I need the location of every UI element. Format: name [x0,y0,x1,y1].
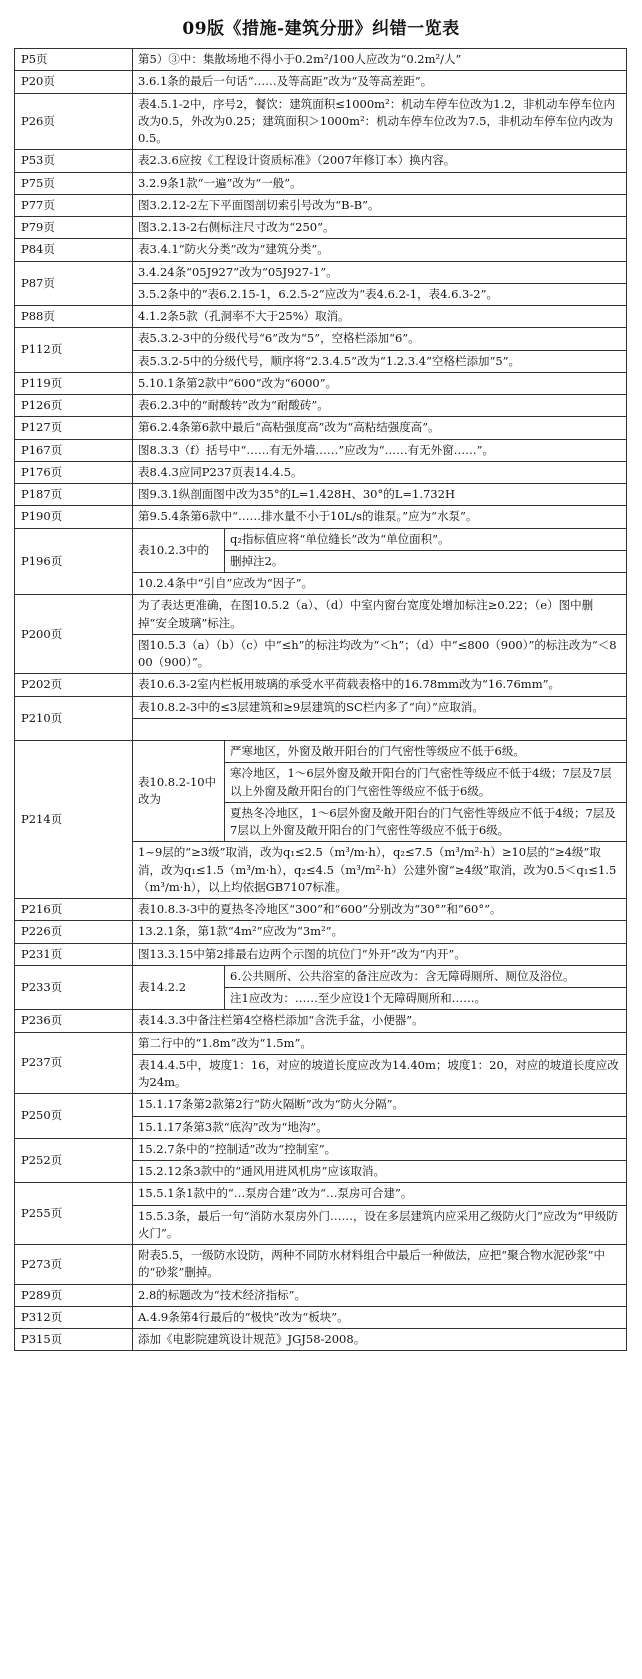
page-number-cell: P196页 [15,528,133,595]
page-number-cell: P26页 [15,93,133,150]
correction-text-cell: 图8.3.3（f）括号中“……有无外墙……”应改为“……有无外窗……”。 [133,439,627,461]
page-number-cell: P236页 [15,1010,133,1032]
correction-text-cell: 3.5.2条中的“表6.2.15-1，6.2.5-2”应改为“表4.6.2-1，表4.6.3-2”。 [133,283,627,305]
errata-row [15,461,627,483]
correction-text-cell: 夏热冬冷地区，1～6层外窗及敞开阳台的门气密性等级应不低于4级；7层及7层以上外窗及敞开阳台的门气密性等级应不低于6级。 [225,802,627,842]
correction-text-cell: 6.公共厕所、公共浴室的备注应改为：含无障碍厕所、厕位及浴位。 [225,965,627,987]
errata-row [15,506,627,528]
page-number-cell: P79页 [15,217,133,239]
correction-text-cell: 5.10.1条第2款中“600”改为“6000”。 [133,372,627,394]
correction-text-cell: 表8.4.3应同P237页表14.4.5。 [133,461,627,483]
errata-row [15,674,627,696]
page-number-cell: P210页 [15,696,133,741]
errata-row [15,921,627,943]
correction-text-cell: 添加《电影院建筑设计规范》JGJ58-2008。 [133,1329,627,1351]
page-number-cell: P200页 [15,595,133,674]
errata-row [15,395,627,417]
correction-text-cell [133,718,627,740]
page-number-cell: P216页 [15,899,133,921]
errata-row [15,1284,627,1306]
errata-row [15,1010,627,1032]
errata-row [15,1032,627,1054]
errata-row [15,528,627,550]
errata-row [15,1094,627,1116]
errata-row [15,484,627,506]
errata-row [15,1329,627,1351]
correction-text-cell: 表5.3.2-3中的分级代号“6”改为“5”，空格栏添加“6”。 [133,328,627,350]
errata-row [15,417,627,439]
page-number-cell: P252页 [15,1138,133,1183]
correction-text-cell: 图3.2.12-2左下平面图剖切索引号改为“B-B”。 [133,194,627,216]
errata-row [15,194,627,216]
page-number-cell: P312页 [15,1306,133,1328]
page-number-cell: P250页 [15,1094,133,1139]
errata-row [15,239,627,261]
errata-row [15,261,627,283]
errata-row [15,217,627,239]
correction-text-cell: 寒冷地区，1～6层外窗及敞开阳台的门气密性等级应不低于4级；7层及7层以上外窗及敞开阳台的门气密性等级应不低于6级。 [225,763,627,803]
correction-text-cell: 为了表达更准确，在图10.5.2（a）、（d）中室内窗台宽度处增加标注≥0.22；（e）图中删掉“安全玻璃”标注。 [133,595,627,635]
correction-text-cell: 2.8的标题改为“技术经济指标”。 [133,1284,627,1306]
page-number-cell: P84页 [15,239,133,261]
page-number-cell: P88页 [15,306,133,328]
page-number-cell: P187页 [15,484,133,506]
correction-text-cell: 表10.8.3-3中的夏热冬冷地区“300”和“600”分别改为“30°”和“60°”。 [133,899,627,921]
errata-row [15,372,627,394]
page-number-cell: P255页 [15,1183,133,1245]
errata-row [15,306,627,328]
errata-row [15,1245,627,1285]
page-number-cell: P237页 [15,1032,133,1094]
errata-row [15,1138,627,1160]
errata-row [15,899,627,921]
correction-text-cell: 4.1.2条5款（孔洞率不大于25%）取消。 [133,306,627,328]
correction-text-cell: 第9.5.4条第6款中“……排水量不小于10L/s的谁泵。”应为“水泵”。 [133,506,627,528]
page-number-cell: P190页 [15,506,133,528]
page-number-cell: P214页 [15,741,133,899]
errata-row [15,595,627,635]
correction-text-cell: A.4.9条第4行最后的“极快”改为“板块”。 [133,1306,627,1328]
errata-row [15,328,627,350]
correction-text-cell: 15.2.12条3款中的“通风用进风机房”应该取消。 [133,1161,627,1183]
correction-text-cell: 表14.4.5中，坡度1：16，对应的坡道长度应改为14.40m；坡度1：20，对应的坡道长度应改为24m。 [133,1054,627,1094]
page-number-cell: P176页 [15,461,133,483]
correction-text-cell: 表10.6.3-2室内栏板用玻璃的承受水平荷载表格中的16.78mm改为“16.76mm”。 [133,674,627,696]
errata-row [15,93,627,150]
page-number-cell: P75页 [15,172,133,194]
correction-text-cell: 13.2.1条，第1款“4m²”应改为“3m²”。 [133,921,627,943]
correction-text-cell: 15.5.1条1款中的“…泵房合建”改为“…泵房可合建”。 [133,1183,627,1205]
correction-text-cell: 表14.3.3中备注栏第4空格栏添加“含洗手盆，小便器”。 [133,1010,627,1032]
errata-row [15,1183,627,1205]
page-number-cell: P231页 [15,943,133,965]
errata-row [15,965,627,987]
correction-text-cell: 附表5.5，一级防水设防，两种不同防水材料组合中最后一种做法，应把“聚合物水泥砂浆”中的“砂浆”删掉。 [133,1245,627,1285]
correction-text-cell: 15.1.17条第3款“底沟”改为“地沟”。 [133,1116,627,1138]
correction-text-cell: q₂指标值应将“单位缝长”改为“单位面积”。 [225,528,627,550]
page-number-cell: P202页 [15,674,133,696]
errata-row [15,172,627,194]
page-number-cell: P226页 [15,921,133,943]
page-number-cell: P167页 [15,439,133,461]
sub-table-label-cell: 表10.2.3中的 [133,528,225,573]
errata-row [15,741,627,763]
page-number-cell: P20页 [15,71,133,93]
correction-text-cell: 表3.4.1“防火分类”改为“建筑分类”。 [133,239,627,261]
errata-table [14,48,627,1351]
page-number-cell: P289页 [15,1284,133,1306]
correction-text-cell: 表6.2.3中的“耐酸转”改为“耐酸砖”。 [133,395,627,417]
page-number-cell: P119页 [15,372,133,394]
correction-text-cell: 表5.3.2-5中的分级代号，顺序将“2.3.4.5”改为“1.2.3.4”空格栏添加“5”。 [133,350,627,372]
errata-row [15,150,627,172]
correction-text-cell: 图13.3.15中第2排最右边两个示图的坑位门“外开”改为“内开”。 [133,943,627,965]
correction-text-cell: 10.2.4条中“引自”应改为“因子”。 [133,573,627,595]
correction-text-cell: 图3.2.13-2右侧标注尺寸改为“250”。 [133,217,627,239]
correction-text-cell: 1~9层的“≥3级”取消，改为q₁≤2.5（m³/m·h），q₂≤7.5（m³/m²·h）≥10层的“≥4级”取消，改为q₁≤1.5（m³/m·h），q₂≤4.5（m³/m²·h）公建外窗“≥4级”取消，改为0.5＜q₁≤1.5（m³/m·h），以上均依据GB7107标准。 [133,842,627,899]
errata-row [15,439,627,461]
page-number-cell: P273页 [15,1245,133,1285]
correction-text-cell: 表2.3.6应按《工程设计资质标准》（2007年修订本）换内容。 [133,150,627,172]
page-number-cell: P112页 [15,328,133,373]
correction-text-cell: 表4.5.1-2中，序号2，餐饮：建筑面积≤1000m²：机动车停车位改为1.2，非机动车停车位内改为0.5，外改为0.25；建筑面积＞1000m²：机动车停车位改为7.5，非机动车停车位内改为0.5。 [133,93,627,150]
errata-row [15,71,627,93]
sub-table-label-cell: 表14.2.2 [133,965,225,1010]
page-number-cell: P87页 [15,261,133,306]
correction-text-cell: 注1应改为：……至少应设1个无障碍厕所和……。 [225,988,627,1010]
correction-text-cell: 15.1.17条第2款第2行“防火隔断”改为“防火分隔”。 [133,1094,627,1116]
correction-text-cell: 表10.8.2-3中的≤3层建筑和≥9层建筑的SC栏内多了“向）”应取消。 [133,696,627,718]
correction-text-cell: 15.2.7条中的“控制适”改为“控制室”。 [133,1138,627,1160]
document-title: 09版《措施-建筑分册》纠错一览表 [182,19,460,39]
correction-text-cell: 删掉注2。 [225,550,627,572]
correction-text-cell: 第6.2.4条第6款中最后“高粘强度高”改为“高粘结强度高”。 [133,417,627,439]
correction-text-cell: 图9.3.1纵剖面图中改为35°的L=1.428H、30°的L=1.732H [133,484,627,506]
errata-row [15,943,627,965]
errata-table-body [15,49,627,1351]
correction-text-cell: 第5）③中：集散场地不得小于0.2m²/100人应改为“0.2m²/人” [133,49,627,71]
correction-text-cell: 3.6.1条的最后一句话“……及等高距”改为“及等高差距”。 [133,71,627,93]
errata-row [15,696,627,718]
correction-text-cell: 15.5.3条，最后一句“消防水泵房外门……，设在多层建筑内应采用乙级防火门”应改为“甲级防火门”。 [133,1205,627,1245]
page-number-cell: P126页 [15,395,133,417]
page-number-cell: P77页 [15,194,133,216]
page-number-cell: P233页 [15,965,133,1010]
errata-row [15,49,627,71]
correction-text-cell: 第二行中的“1.8m”改为“1.5m”。 [133,1032,627,1054]
correction-text-cell: 3.4.24条“05J927”改为“05J927-1”。 [133,261,627,283]
sub-table-label-cell: 表10.8.2-10中改为 [133,741,225,842]
page-number-cell: P127页 [15,417,133,439]
page-number-cell: P5页 [15,49,133,71]
correction-text-cell: 3.2.9条1款“一遍”改为“一般”。 [133,172,627,194]
page-number-cell: P315页 [15,1329,133,1351]
correction-text-cell: 图10.5.3（a）（b）（c）中“≤h”的标注均改为“＜h”；（d）中“≤800（900）”的标注改为“＜800（900）”。 [133,634,627,674]
errata-row [15,1306,627,1328]
correction-text-cell: 严寒地区，外窗及敞开阳台的门气密性等级应不低于6级。 [225,741,627,763]
page-number-cell: P53页 [15,150,133,172]
